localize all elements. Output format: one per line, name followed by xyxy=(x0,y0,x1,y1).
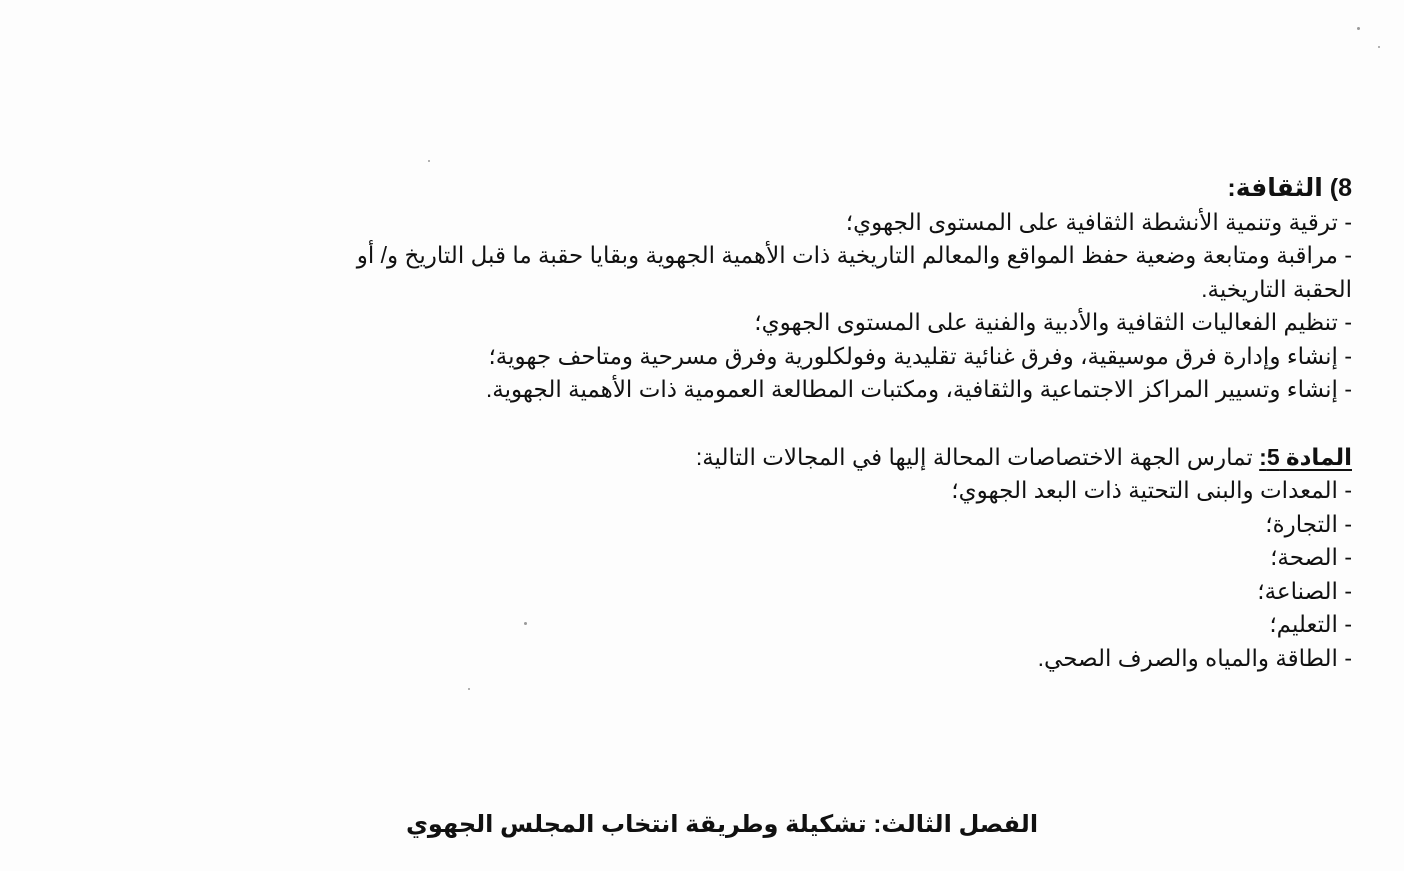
article-5-label: المادة 5: xyxy=(1259,443,1352,470)
scan-speck xyxy=(1357,27,1360,30)
list-item: - الصناعة؛ xyxy=(1257,577,1352,604)
document-body xyxy=(102,172,1352,675)
section-heading-culture: 8) الثقافة: xyxy=(1227,174,1352,202)
paragraph-gap xyxy=(102,407,1352,441)
list-item: - التعليم؛ xyxy=(1269,611,1352,637)
article-5-paragraph xyxy=(102,441,1352,475)
chapter-3-title: الفصل الثالث: تشكيلة وطريقة انتخاب المجلس الجهوي xyxy=(405,811,1039,838)
scan-speck xyxy=(428,160,430,162)
list-item-continuation: الحقبة التاريخية. xyxy=(1201,275,1352,302)
list-item: - إنشاء وتسيير المراكز الاجتماعية والثقافية، ومكتبات المطالعة العمومية ذات الأهمية الجهوية. xyxy=(485,376,1352,402)
list-item: - الطاقة والمياه والصرف الصحي. xyxy=(1037,644,1352,671)
list-item: - إنشاء وإدارة فرق موسيقية، وفرق غنائية تقليدية وفولكلورية وفرق مسرحية ومتاحف جهوية؛ xyxy=(488,342,1352,369)
list-item: - تنظيم الفعاليات الثقافية والأدبية والفنية على المستوى الجهوي؛ xyxy=(754,309,1352,335)
scan-speck xyxy=(468,688,470,690)
list-item: - مراقبة ومتابعة وضعية حفظ المواقع والمعالم التاريخية ذات الأهمية الجهوية وبقايا حقبة ما قبل التاريخ و/ أو xyxy=(356,242,1352,268)
article-5-intro: تمارس الجهة الاختصاصات المحالة إليها في المجالات التالية: xyxy=(695,443,1260,470)
list-item: - الصحة؛ xyxy=(1270,544,1352,570)
list-item: - المعدات والبنى التحتية ذات البعد الجهوي؛ xyxy=(951,477,1352,503)
list-item: - التجارة؛ xyxy=(1265,510,1352,537)
list-item: - ترقية وتنمية الأنشطة الثقافية على المستوى الجهوي؛ xyxy=(845,208,1352,235)
scan-speck xyxy=(1378,46,1380,48)
